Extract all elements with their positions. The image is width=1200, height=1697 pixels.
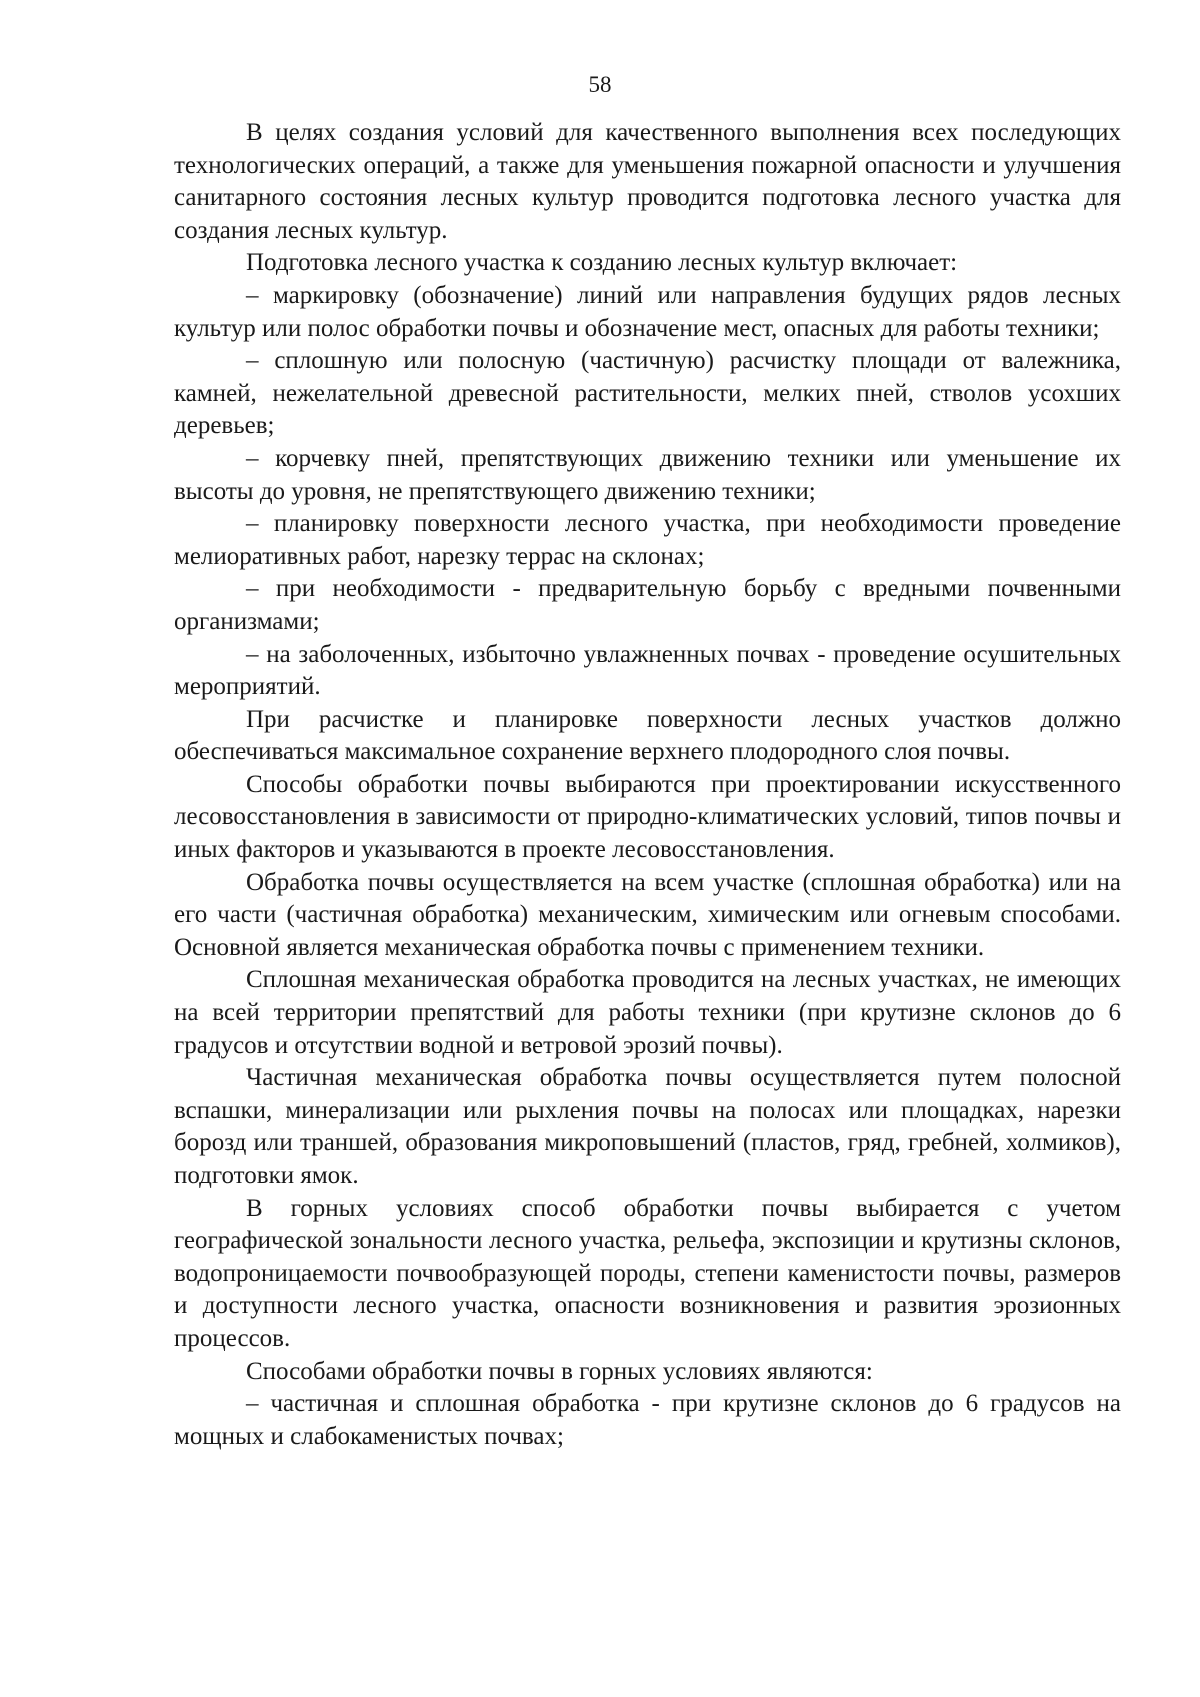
list-item: – на заболоченных, избыточно увлажненных почвах - проведение осушительных мероприятий. xyxy=(174,640,1121,701)
paragraph: Способы обработки почвы выбираются при проектировании искусственного лесовосстановления в зависимости от природно-климатических условий, типов почвы и иных факторов и указываются в проекте лесовосстановления. xyxy=(174,770,1121,864)
paragraph: В целях создания условий для качественного выполнения всех последующих технологических операций, а также для уменьшения пожарной опасности и улучшения санитарного состояния лесных культур проводится подготовка лесного участка для создания лесных культур. xyxy=(174,119,1121,244)
paragraph: Сплошная механическая обработка проводится на лесных участках, не имеющих на всей территории препятствий для работы техники (при крутизне склонов до 6 градусов и отсутствии водной и ветровой эрозий почвы). xyxy=(174,966,1121,1059)
body-text xyxy=(174,117,1121,1453)
list-item: – при необходимости - предварительную борьбу с вредными почвенными организмами; xyxy=(174,575,1121,635)
list-item: – частичная и сплошная обработка - при крутизне склонов до 6 градусов на мощных и слабокаменистых почвах; xyxy=(174,1390,1121,1450)
list-item: – планировку поверхности лесного участка, при необходимости проведение мелиоративных работ, нарезку террас на склонах; xyxy=(174,510,1121,570)
list-item: – корчевку пней, препятствующих движению техники или уменьшение их высоты до уровня, не препятствующего движению техники; xyxy=(174,444,1121,505)
page-number: 58 xyxy=(588,72,612,97)
paragraph: Частичная механическая обработка почвы осуществляется путем полосной вспашки, минерализации или рыхления почвы на полосах или площадках, нарезки борозд или траншей, образования микроповышений (пластов, гряд, гребней, холмиков), подготовки ямок. xyxy=(174,1064,1121,1189)
paragraph: Обработка почвы осуществляется на всем участке (сплошная обработка) или на его части (частичная обработка) механическим, химическим или огневым способами. Основной является механическая обработка почвы с применением техники. xyxy=(174,868,1121,961)
paragraph: В горных условиях способ обработки почвы выбирается с учетом географической зональности лесного участка, рельефа, экспозиции и крутизны склонов, водопроницаемости почвообразующей породы, степени каменистости почвы, размеров и доступности лесного участка, опасности возникновения и развития эрозионных процессов. xyxy=(174,1194,1121,1352)
paragraph: Способами обработки почвы в горных условиях являются: xyxy=(246,1357,873,1385)
paragraph: При расчистке и планировке поверхности лесных участков должно обеспечиваться максимальное сохранение верхнего плодородного слоя почвы. xyxy=(174,705,1121,766)
list-item: – сплошную или полосную (частичную) расчистку площади от валежника, камней, нежелательной древесной растительности, мелких пней, стволов усохших деревьев; xyxy=(174,347,1121,440)
paragraph: Подготовка лесного участка к созданию лесных культур включает: xyxy=(246,249,958,277)
list-item: – маркировку (обозначение) линий или направления будущих рядов лесных культур или полос обработки почвы и обозначение мест, опасных для работы техники; xyxy=(174,281,1121,342)
